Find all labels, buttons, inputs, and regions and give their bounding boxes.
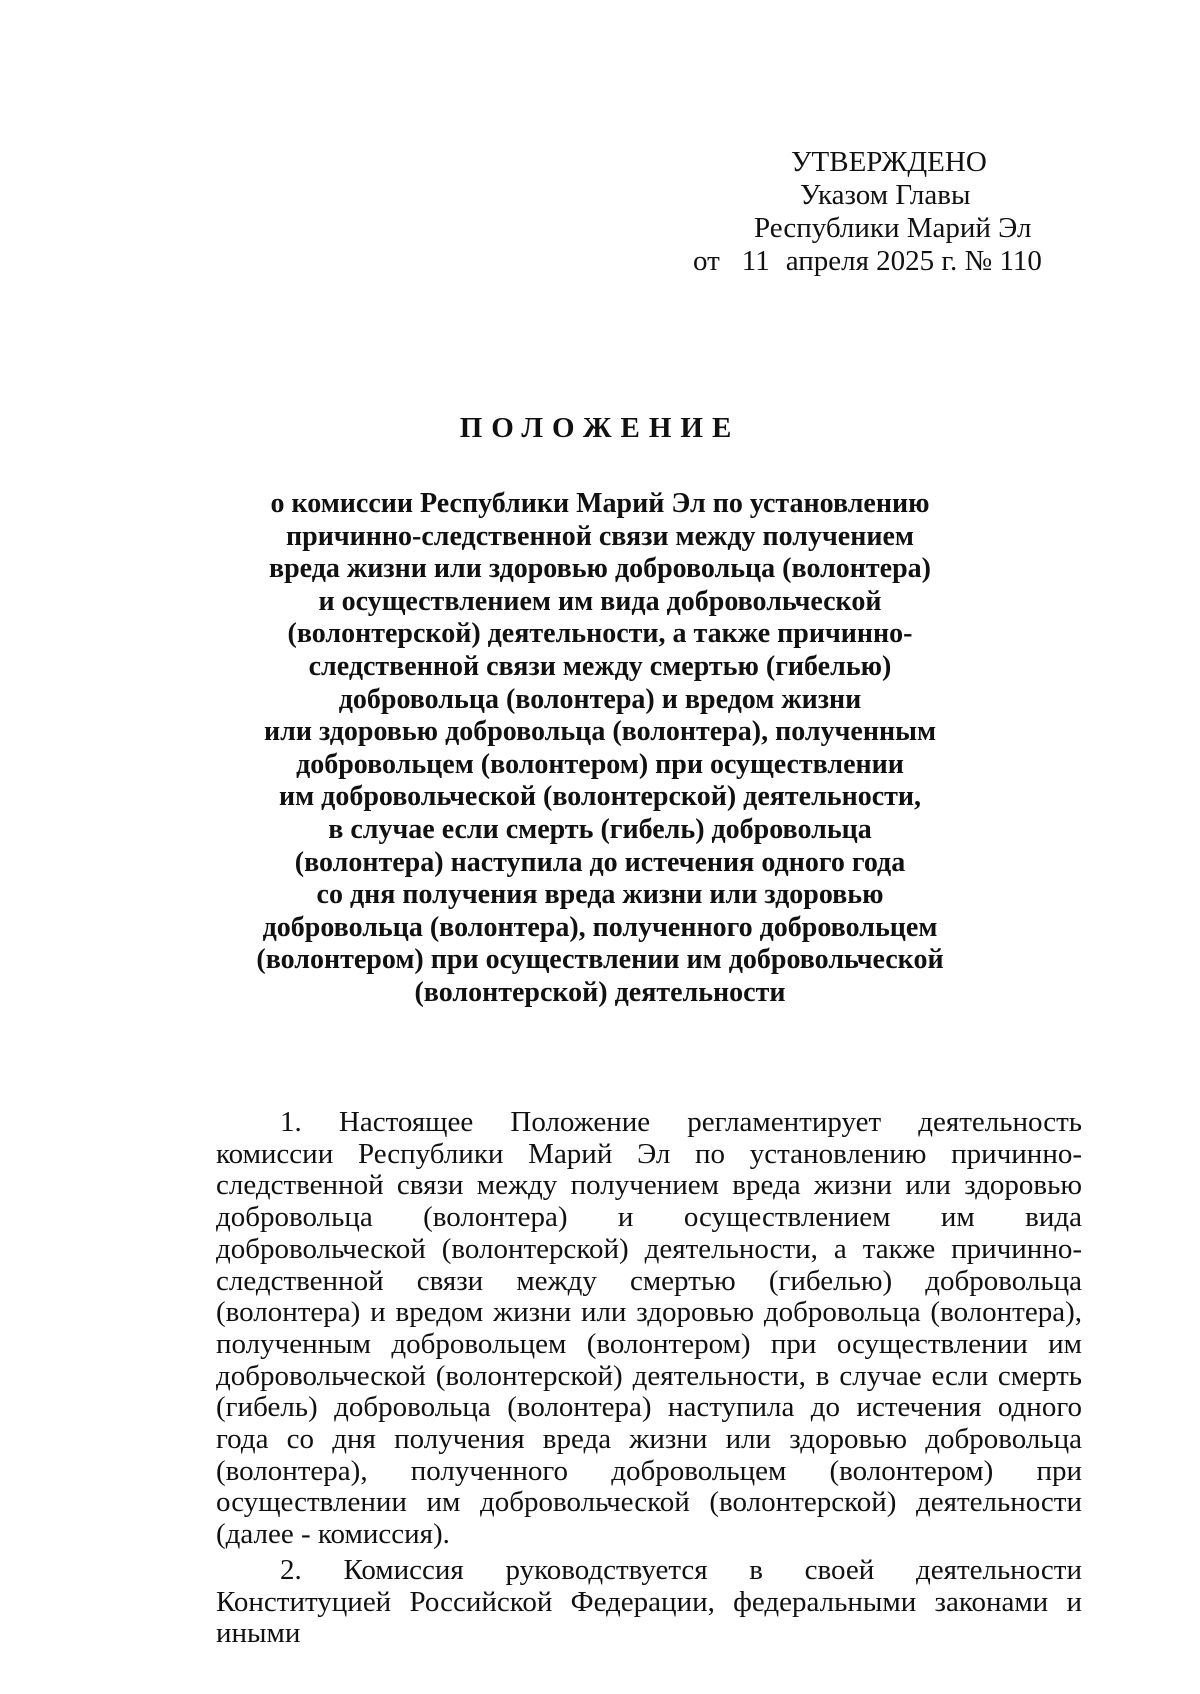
subtitle-line: добровольца (волонтера), полученного добровольцем (262, 911, 938, 943)
subtitle-line: и осуществлением им вида добровольческой (318, 585, 882, 617)
approval-stamp (680, 146, 1080, 278)
subtitle-line: причинно-следственной связи между получением (286, 520, 914, 552)
subtitle-line: (волонтерской) деятельности, а также причинно- (287, 618, 913, 650)
subtitle-line: вреда жизни или здоровью добровольца (волонтера) (268, 553, 931, 585)
subtitle-line: следственной связи между смертью (гибелью) (308, 650, 892, 682)
approval-date-prefix: от (693, 245, 720, 277)
document-body (216, 1107, 1082, 1650)
subtitle-line: в случае если смерть (гибель) добровольца (328, 813, 872, 845)
approval-region: Республики Марий Эл (754, 212, 1032, 244)
approval-issuer: Указом Главы (800, 179, 971, 211)
subtitle-line: (волонтера) наступила до истечения одного года (294, 846, 906, 878)
subtitle-line: со дня получения вреда жизни или здоровью (316, 879, 884, 911)
subtitle-line: добровольца (волонтера) и вредом жизни (338, 683, 862, 715)
document-heading: ПОЛОЖЕНИЕ (459, 412, 741, 444)
document-subtitle (150, 488, 1050, 1010)
subtitle-line: добровольцем (волонтером) при осуществлении (296, 748, 904, 780)
subtitle-line: о комиссии Республики Марий Эл по установлению (270, 488, 930, 519)
approval-date-rest: апреля 2025 г. № 110 (785, 245, 1042, 277)
subtitle-line: или здоровью добровольца (волонтера), полученным (263, 716, 937, 748)
subtitle-line: (волонтером) при осуществлении им добровольческой (256, 944, 944, 976)
paragraph-1: 1. Настоящее Положение регламентирует деятельность комиссии Республики Марий Эл по установлению причинно-следственной связи между получением вреда жизни или здоровью добровольца (волонтера) и осуществлением им вида добровольческой (волонтерской) деятельности, а также причинно-следственной связи между смертью (гибелью) добровольца (волонтера) и вредом жизни или здоровью добровольца (волонтера), полученным добровольцем (волонтером) при осуществлении им добровольческой (волонтерской) деятельности, в случае если смерть (гибель) добровольца (волонтера) наступила до истечения одного года со дня получения вреда жизни или здоровью добровольца (волонтера), полученного добровольцем (волонтером) при осуществлении им добровольческой (волонтерской) деятельности (далее - комиссия). (216, 1106, 1082, 1551)
paragraph-2: 2. Комиссия руководствуется в своей деятельности Конституцией Российской Федерации, федеральными законами и иными (216, 1553, 1082, 1650)
approval-date (680, 245, 1080, 278)
subtitle-line: им добровольческой (волонтерской) деятельности, (278, 781, 922, 813)
approval-date-day: 11 (741, 245, 770, 277)
approval-title: УТВЕРЖДЕНО (791, 146, 987, 178)
subtitle-line: (волонтерской) деятельности (414, 976, 786, 1008)
